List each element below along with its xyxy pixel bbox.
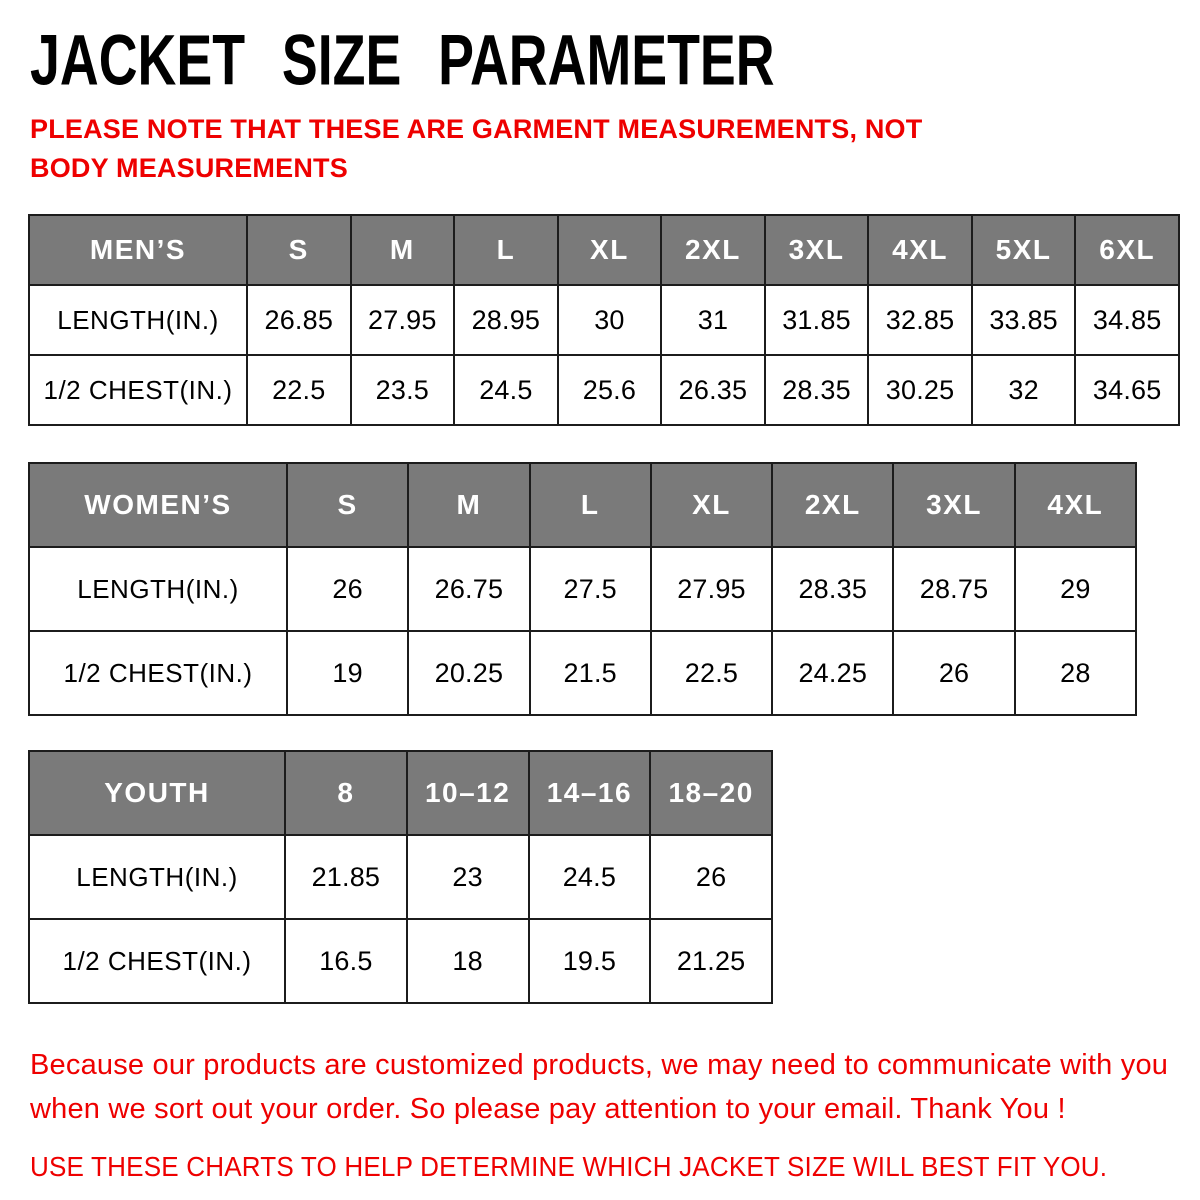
table-title-cell: WOMEN’S [29,463,287,547]
measurement-value-cell: 28.95 [454,285,558,355]
size-header-cell: XL [651,463,772,547]
measurement-value-cell: 26.75 [408,547,529,631]
measurement-value-cell: 26 [893,631,1014,715]
measurement-value-cell: 21.25 [650,919,772,1003]
size-header-cell: 5XL [972,215,1076,285]
row-label-cell: LENGTH(IN.) [29,547,287,631]
measurement-value-cell: 16.5 [285,919,407,1003]
table-header-row [29,215,1179,285]
measurement-value-cell: 19.5 [529,919,651,1003]
measurement-value-cell: 27.5 [530,547,651,631]
size-header-cell: XL [558,215,662,285]
customization-notice: Because our products are customized products, we may need to communicate with you when we sort out your order. So please pay attention to your email. Thank You ! [30,1049,1169,1125]
size-header-cell: 2XL [661,215,765,285]
measurement-value-cell: 25.6 [558,355,662,425]
measurement-value-cell: 26.85 [247,285,351,355]
table-row [29,547,1136,631]
measurement-value-cell: 27.95 [651,547,772,631]
table-title-cell: MEN’S [29,215,247,285]
size-header-cell: 8 [285,751,407,835]
measurement-value-cell: 24.25 [772,631,893,715]
measurement-value-cell: 19 [287,631,408,715]
measurement-value-cell: 34.85 [1075,285,1179,355]
table-row [29,835,772,919]
size-header-cell: 2XL [772,463,893,547]
size-header-cell: M [408,463,529,547]
measurement-value-cell: 32.85 [868,285,972,355]
size-header-cell: 14–16 [529,751,651,835]
measurement-value-cell: 34.65 [1075,355,1179,425]
table-row [29,355,1179,425]
measurement-value-cell: 20.25 [408,631,529,715]
measurement-value-cell: 26 [650,835,772,919]
measurement-value-cell: 23.5 [351,355,455,425]
measurement-value-cell: 28.35 [765,355,869,425]
measurement-value-cell: 26 [287,547,408,631]
table-row [29,285,1179,355]
size-header-cell: 3XL [893,463,1014,547]
size-header-cell: 3XL [765,215,869,285]
table-row [29,919,772,1003]
measurement-value-cell: 18 [407,919,529,1003]
measurement-value-cell: 30.25 [868,355,972,425]
size-header-cell: 4XL [868,215,972,285]
row-label-cell: LENGTH(IN.) [29,285,247,355]
table-row [29,631,1136,715]
row-label-cell: 1/2 CHEST(IN.) [29,919,285,1003]
measurement-value-cell: 28 [1015,631,1136,715]
table-header-row [29,751,772,835]
measurement-value-cell: 30 [558,285,662,355]
row-label-cell: LENGTH(IN.) [29,835,285,919]
measurement-value-cell: 22.5 [651,631,772,715]
size-header-cell: 6XL [1075,215,1179,285]
measurement-value-cell: 21.85 [285,835,407,919]
garment-measurement-note: PLEASE NOTE THAT THESE ARE GARMENT MEASUREMENTS, NOT BODY MEASUREMENTS [30,114,923,184]
size-header-cell: S [287,463,408,547]
youth-size-table [28,750,773,1004]
page-title: JACKET SIZE PARAMETER [30,19,775,101]
row-label-cell: 1/2 CHEST(IN.) [29,631,287,715]
measurement-value-cell: 27.95 [351,285,455,355]
measurement-value-cell: 31.85 [765,285,869,355]
size-header-cell: L [454,215,558,285]
measurement-value-cell: 22.5 [247,355,351,425]
measurement-value-cell: 29 [1015,547,1136,631]
table-header-row [29,463,1136,547]
size-header-cell: 18–20 [650,751,772,835]
size-header-cell: 4XL [1015,463,1136,547]
measurement-value-cell: 26.35 [661,355,765,425]
womens-size-table [28,462,1137,716]
row-label-cell: 1/2 CHEST(IN.) [29,355,247,425]
size-header-cell: L [530,463,651,547]
measurement-value-cell: 32 [972,355,1076,425]
size-header-cell: 10–12 [407,751,529,835]
measurement-value-cell: 23 [407,835,529,919]
size-header-cell: S [247,215,351,285]
measurement-value-cell: 31 [661,285,765,355]
size-fit-tip: USE THESE CHARTS TO HELP DETERMINE WHICH JACKET SIZE WILL BEST FIT YOU. [30,1151,1108,1183]
measurement-value-cell: 21.5 [530,631,651,715]
table-title-cell: YOUTH [29,751,285,835]
measurement-value-cell: 24.5 [454,355,558,425]
size-header-cell: M [351,215,455,285]
measurement-value-cell: 24.5 [529,835,651,919]
mens-size-table [28,214,1180,426]
measurement-value-cell: 28.75 [893,547,1014,631]
measurement-value-cell: 33.85 [972,285,1076,355]
measurement-value-cell: 28.35 [772,547,893,631]
